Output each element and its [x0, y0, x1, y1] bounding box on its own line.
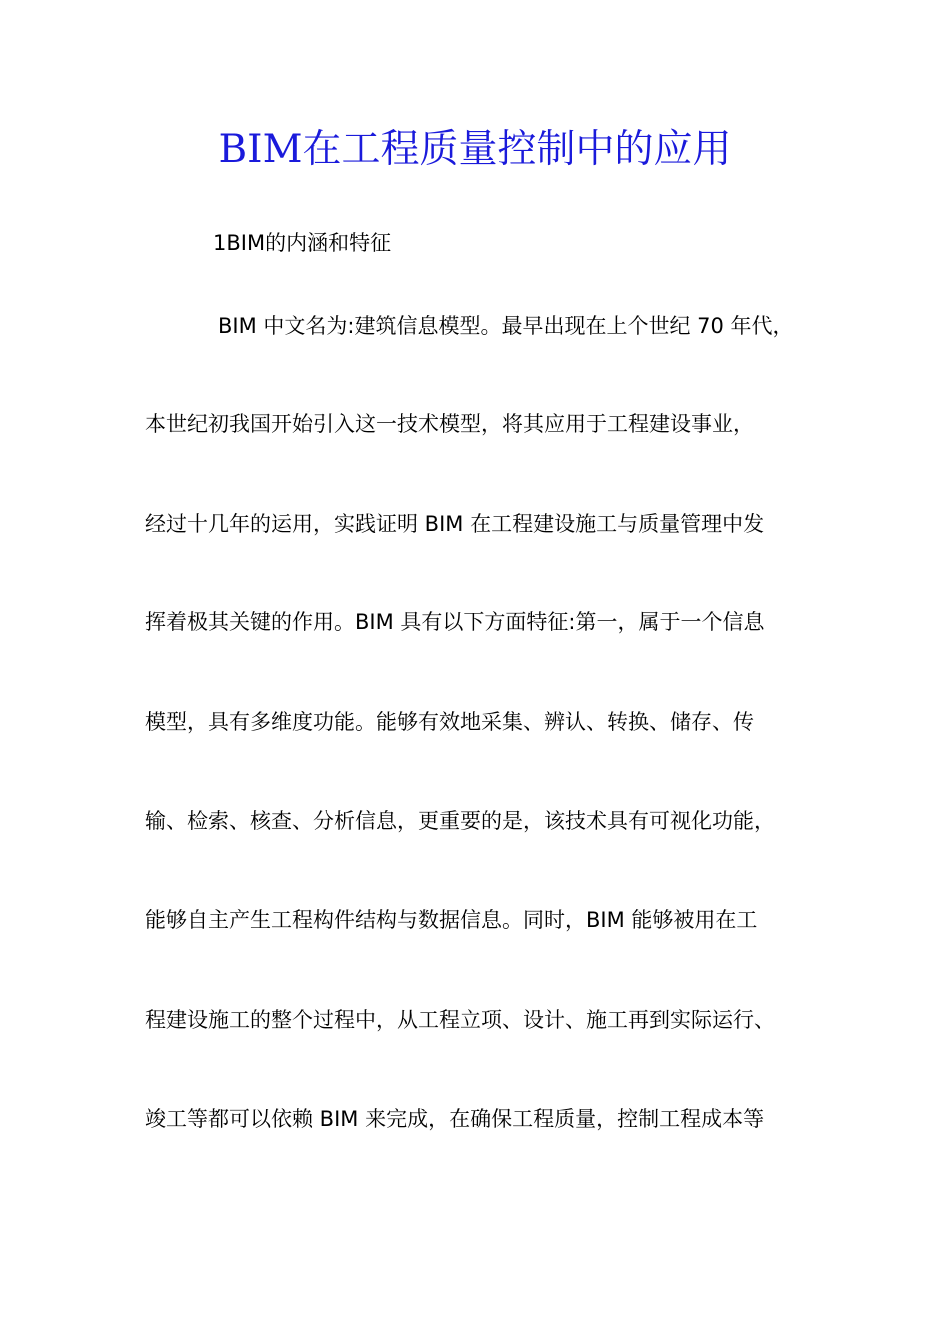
- paragraph-line-1: BIM 中文名为:建筑信息模型。最早出现在上个世纪 70 年代，: [218, 314, 794, 338]
- paragraph-line-5: 模型，具有多维度功能。能够有效地采集、辨认、转换、储存、传: [145, 710, 754, 734]
- section-heading: 1BIM的内涵和特征: [213, 231, 392, 255]
- document-title: BIM在工程质量控制中的应用: [218, 127, 732, 172]
- paragraph-line-9: 竣工等都可以依赖 BIM 来完成，在确保工程质量，控制工程成本等: [145, 1107, 765, 1131]
- paragraph-line-4: 挥着极其关键的作用。BIM 具有以下方面特征:第一，属于一个信息: [145, 610, 765, 634]
- paragraph-line-2: 本世纪初我国开始引入这一技术模型，将其应用于工程建设事业，: [145, 412, 754, 436]
- paragraph-line-3: 经过十几年的运用，实践证明 BIM 在工程建设施工与质量管理中发: [145, 512, 765, 536]
- paragraph-line-6: 输、检索、核查、分析信息，更重要的是，该技术具有可视化功能，: [145, 809, 775, 833]
- paragraph-line-8: 程建设施工的整个过程中，从工程立项、设计、施工再到实际运行、: [145, 1008, 775, 1032]
- paragraph-line-7: 能够自主产生工程构件结构与数据信息。同时，BIM 能够被用在工: [145, 908, 758, 932]
